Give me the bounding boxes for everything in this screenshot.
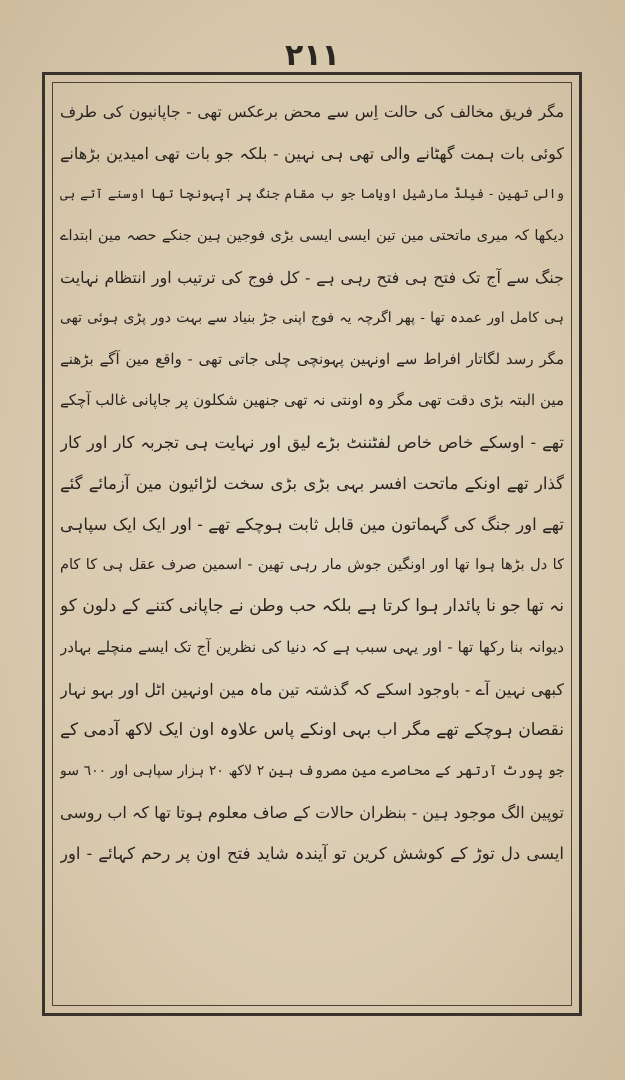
text-line: مگر فریق مخالف کی حالت اِس سے محض برعکس تھی - جاپانیون کی طرف — [60, 103, 564, 121]
text-line: تھے - اوسکے خاص خاص لفٹننٹ بڑے لیق اور نہایت ہی تجربہ کار اور کار — [60, 432, 564, 452]
text-line: ہی کامل اور عمدہ تھا - پھر اگرچہ یہ فوج اپنی جڑ بنیاد سے بہت دور پڑی ہوئی تھی — [60, 309, 564, 326]
text-line: کا دل بڑھا ہوا تھا اور اونگین جوش مار رہی تھین - اسمین صرف عقل ہی کا کام — [60, 557, 564, 574]
text-line: نقصان ہوچکے تھے مگر اب بہی اونکے پاس علاوہ اون ایک لاکھ آدمی کے — [60, 719, 564, 740]
text-line: گذار تھے اونکے ماتحت افسر بہی بڑی بڑی سخت لڑائیون مین آزمائے گئے — [60, 473, 564, 493]
text-line: مین البتہ بڑی دقت تھی مگر وہ اونتی نہ تھی جنھین شکلون پر جاپانی غالب آچکے — [60, 391, 564, 410]
body-text — [60, 92, 564, 998]
text-line: دیکھا کہ میری ماتحتی مین تین ایسی ایسی بڑی فوجین ہین جنکے حصہ مین ابتداے — [60, 227, 564, 244]
text-line: توپین الگ موجود ہین - بنظران حالات کے صاف معلوم ہوتا تھا کہ اب روسی — [60, 803, 564, 823]
text-line: جو پورٹ آرتھر کے محاصرے مین مصروف ہین ٢ لاکھ ٢٠ ہزار سپاہی اور ٦٠٠ سو — [60, 763, 564, 779]
text-line: کبھی نہین آے - باوجود اسکے کہ گذشتہ تین ماہ مین اونہین اٹل اور بہو نہار — [60, 679, 564, 699]
text-line: والی تھین - فیلڈ مارشیل اویاما جو ب مقام جنگ پر آپہونچا تھا اوسنے آتے ہی — [60, 187, 564, 203]
text-line: کوئی بات ہمت گھٹانے والی تھی ہی نہین - بلکہ جو بات تھی امیدین بڑھانے — [60, 144, 564, 164]
text-line: ایسی دل توڑ کے کوشش کرین تو آیندہ شاید فتح اون پر رحم کہائے - اور — [60, 844, 564, 864]
page-number: ٢١١ — [285, 38, 340, 73]
text-line: جنگ سے آج تک فتح ہی فتح رہی ہے - کل فوج کی ترتیب اور انتظام نہایت — [60, 267, 564, 287]
text-line: نہ تھا جو نا پائدار ہوا کرتا ہے بلکہ حب وطن نے جاپانی کتنے کے دلون کو — [60, 596, 564, 617]
text-line: دیوانہ بنا رکھا تھا - اور یہی سبب ہے کہ دنیا کی نظرین آج تک ایسے منچلے بہادر — [60, 638, 564, 657]
text-line: مگر رسد لگاتار افراط سے اونہین پہونچی چلی جاتی تھی - واقع مین آگے بڑھنے — [60, 350, 564, 369]
text-line: تھے اور جنگ کی گہماتون مین قابل ثابت ہوچکے تھے - اور ایک ایک سپاہی — [60, 514, 564, 534]
